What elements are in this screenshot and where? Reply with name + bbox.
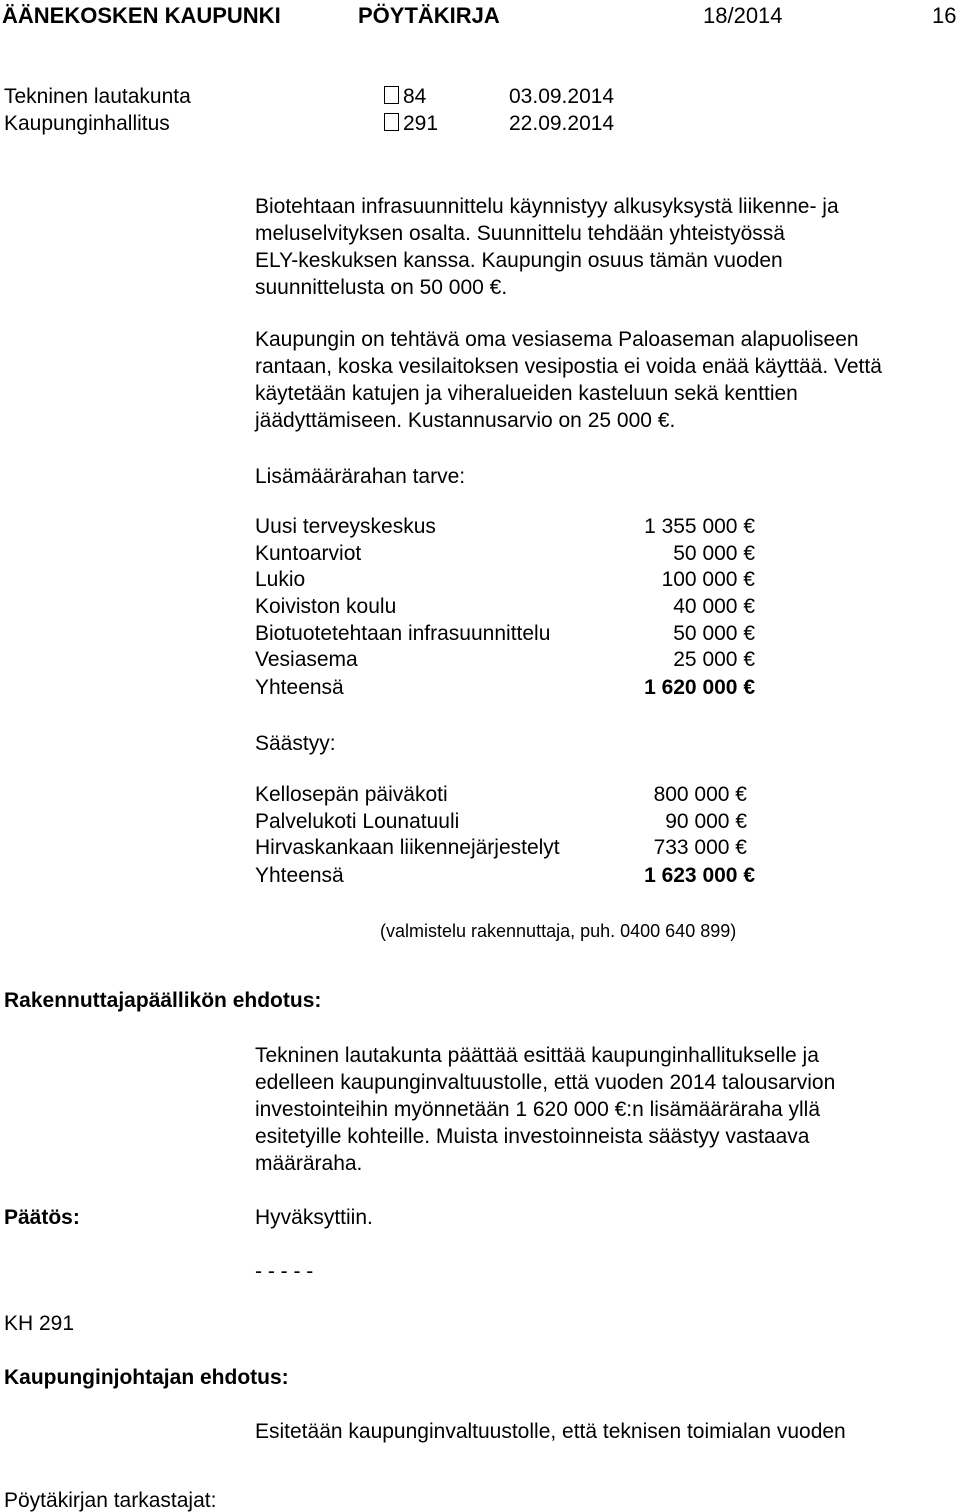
text-line: Tekninen lautakunta päättää esittää kaupunginhallitukselle ja xyxy=(255,1044,819,1067)
item-label: Koiviston koulu xyxy=(255,595,397,618)
text-line: edelleen kaupunginvaltuustolle, että vuoden 2014 talousarvion xyxy=(255,1071,836,1094)
item-value: 25 000 € xyxy=(673,648,755,671)
item-value: 733 000 € xyxy=(653,836,747,859)
savings-title: Säästyy: xyxy=(255,732,336,755)
total-row xyxy=(255,674,755,701)
footer-label: Pöytäkirjan tarkastajat: xyxy=(4,1489,217,1512)
item-value: 1 355 000 € xyxy=(644,515,755,538)
item-value: 800 000 € xyxy=(653,783,747,806)
section-symbol-icon xyxy=(384,113,399,131)
meeting-date: 22.09.2014 xyxy=(509,112,615,135)
meeting-number: 291 xyxy=(403,112,439,135)
meeting-date: 03.09.2014 xyxy=(509,85,615,108)
item-label: Kellosepän päiväkoti xyxy=(255,783,448,806)
text-line: meluselvityksen osalta. Suunnittelu tehdään yhteistyössä xyxy=(255,222,785,245)
total-row xyxy=(255,862,755,889)
text-line: ELY-keskuksen kanssa. Kaupungin osuus tämän vuoden xyxy=(255,249,783,272)
table-row xyxy=(255,781,747,808)
proposal-text xyxy=(255,1042,945,1177)
item-value: 50 000 € xyxy=(673,542,755,565)
document-type: PÖYTÄKIRJA xyxy=(358,3,500,28)
org-name: ÄÄNEKOSKEN KAUPUNKI xyxy=(2,3,281,28)
text-line: rantaan, koska vesilaitoksen vesipostia ei voida enää käyttää. Vettä xyxy=(255,355,882,378)
table-row xyxy=(255,620,755,647)
mayor-proposal-label: Kaupunginjohtajan ehdotus: xyxy=(4,1366,289,1389)
section-symbol-icon xyxy=(384,86,399,104)
item-label: Lukio xyxy=(255,568,306,591)
issue-number: 18/2014 xyxy=(703,3,783,28)
text-line: määräraha. xyxy=(255,1152,363,1175)
table-row xyxy=(255,646,755,673)
decision-text: Hyväksyttiin. xyxy=(255,1206,373,1229)
item-label: Biotuotetehtaan infrasuunnittelu xyxy=(255,622,551,645)
meeting-number: 84 xyxy=(403,85,427,108)
text-line: käytetään katujen ja viheralueiden kasteluun sekä kenttien xyxy=(255,382,798,405)
table-row xyxy=(255,834,747,861)
paragraph-infra-planning xyxy=(255,193,945,301)
total-value: 1 620 000 € xyxy=(644,676,755,699)
table-row xyxy=(255,513,755,540)
item-label: Hirvaskankaan liikennejärjestelyt xyxy=(255,836,560,859)
mayor-proposal-text: Esitetään kaupunginvaltuustolle, että teknisen toimialan vuoden xyxy=(255,1420,846,1443)
total-value: 1 623 000 € xyxy=(644,864,755,887)
page-number: 16 xyxy=(932,3,957,28)
paragraph-water-station xyxy=(255,326,945,434)
text-line: Biotehtaan infrasuunnittelu käynnistyy alkusyksystä liikenne- ja xyxy=(255,195,839,218)
table-row xyxy=(255,540,755,567)
text-line: jäädyttämiseen. Kustannusarvio on 25 000 €. xyxy=(255,409,676,432)
meeting-body: Tekninen lautakunta xyxy=(4,85,191,108)
item-value: 100 000 € xyxy=(661,568,755,591)
kh-reference: KH 291 xyxy=(4,1312,75,1335)
table-row xyxy=(255,808,747,835)
item-value: 90 000 € xyxy=(665,810,747,833)
item-label: Uusi terveyskeskus xyxy=(255,515,436,538)
text-line: investointeihin myönnetään 1 620 000 €:n lisämääräraha yllä xyxy=(255,1098,821,1121)
item-value: 50 000 € xyxy=(673,622,755,645)
table-row xyxy=(255,593,755,620)
total-label: Yhteensä xyxy=(255,676,344,699)
item-label: Kuntoarviot xyxy=(255,542,362,565)
decision-label: Päätös: xyxy=(4,1206,80,1229)
text-line: suunnittelusta on 50 000 €. xyxy=(255,276,508,299)
proposal-label: Rakennuttajapäällikön ehdotus: xyxy=(4,989,322,1012)
separator: - - - - - xyxy=(255,1260,314,1283)
text-line: Kaupungin on tehtävä oma vesiasema Paloaseman alapuoliseen xyxy=(255,328,859,351)
preparer-note: (valmistelu rakennuttaja, puh. 0400 640 899) xyxy=(380,921,737,941)
meeting-body: Kaupunginhallitus xyxy=(4,112,170,135)
item-label: Palvelukoti Lounatuuli xyxy=(255,810,460,833)
item-label: Vesiasema xyxy=(255,648,358,671)
need-title: Lisämäärärahan tarve: xyxy=(255,465,466,488)
table-row xyxy=(255,566,755,593)
text-line: esitetyille kohteille. Muista investoinneista säästyy vastaava xyxy=(255,1125,810,1148)
item-value: 40 000 € xyxy=(673,595,755,618)
total-label: Yhteensä xyxy=(255,864,344,887)
